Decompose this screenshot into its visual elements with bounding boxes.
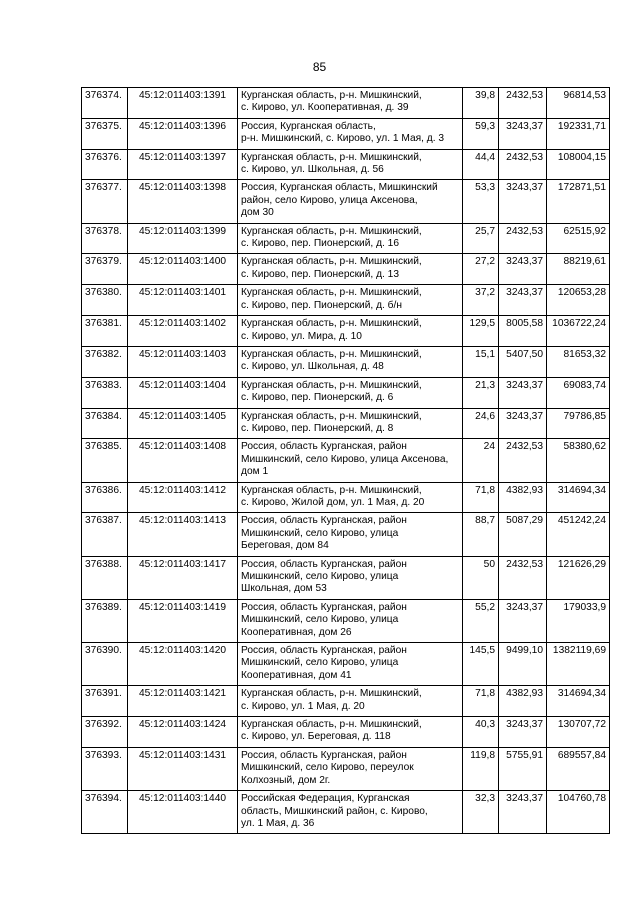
table-row [82, 346, 610, 377]
cadastral-value-cell: 121626,29 [547, 556, 610, 599]
address-line: Мишкинский, село Кирово, улица [241, 614, 399, 626]
area-cell: 71,8 [463, 686, 499, 717]
row-number-cell: 376376. [82, 149, 128, 180]
specific-value-cell: 5407,50 [499, 346, 547, 377]
area-cell: 71,8 [463, 482, 499, 513]
address-line: Курганская область, р-н. Мишкинский, [241, 410, 422, 422]
specific-value-cell: 3243,37 [499, 180, 547, 223]
area-cell: 27,2 [463, 254, 499, 285]
table-row [82, 791, 610, 834]
address-cell [238, 643, 463, 686]
specific-value-cell: 4382,93 [499, 686, 547, 717]
address-line: Береговая, дом 84 [241, 540, 329, 552]
specific-value-cell: 3243,37 [499, 254, 547, 285]
table-row [82, 747, 610, 790]
cadastral-value-cell: 79786,85 [547, 408, 610, 439]
specific-value-cell: 8005,58 [499, 316, 547, 347]
address-line: с. Кирово, ул. Мира, д. 10 [241, 330, 362, 342]
cadastral-number-cell: 45:12:011403:1424 [128, 717, 238, 748]
area-cell: 50 [463, 556, 499, 599]
address-line: дом 1 [241, 466, 269, 478]
address-line: Россия, область Курганская, район [241, 558, 407, 570]
address-cell [238, 316, 463, 347]
cadastral-number-cell: 45:12:011403:1421 [128, 686, 238, 717]
cadastral-number-cell: 45:12:011403:1402 [128, 316, 238, 347]
cadastral-value-cell: 192331,71 [547, 118, 610, 149]
table-row [82, 717, 610, 748]
address-line: с. Кирово, пер. Пионерский, д. 16 [241, 238, 400, 250]
table-row [82, 439, 610, 482]
table-row [82, 599, 610, 642]
address-cell [238, 149, 463, 180]
area-cell: 24 [463, 439, 499, 482]
cadastral-value-cell: 69083,74 [547, 377, 610, 408]
cadastral-number-cell: 45:12:011403:1401 [128, 285, 238, 316]
cadastral-value-cell: 58380,62 [547, 439, 610, 482]
area-cell: 119,8 [463, 747, 499, 790]
address-line: ул. 1 Мая, д. 36 [241, 817, 315, 829]
area-cell: 59,3 [463, 118, 499, 149]
cadastral-number-cell: 45:12:011403:1398 [128, 180, 238, 223]
table-row [82, 88, 610, 119]
table-row [82, 482, 610, 513]
address-line: Россия, область Курганская, район [241, 645, 407, 657]
table-row [82, 513, 610, 556]
address-line: Курганская область, р-н. Мишкинский, [241, 318, 422, 330]
address-line: Мишкинский, село Кирово, улица [241, 657, 399, 669]
address-line: Мишкинский, село Кирово, переулок [241, 762, 414, 774]
address-line: Курганская область, р-н. Мишкинский, [241, 379, 422, 391]
specific-value-cell: 4382,93 [499, 482, 547, 513]
table-row [82, 408, 610, 439]
address-line: с. Кирово, ул. Кооперативная, д. 39 [241, 102, 409, 114]
address-line: Курганская область, р-н. Мишкинский, [241, 151, 422, 163]
cadastral-value-cell: 1036722,24 [547, 316, 610, 347]
table-row [82, 118, 610, 149]
row-number-cell: 376382. [82, 346, 128, 377]
area-cell: 40,3 [463, 717, 499, 748]
cadastral-number-cell: 45:12:011403:1404 [128, 377, 238, 408]
address-line: с. Кирово, пер. Пионерский, д. 8 [241, 422, 394, 434]
cadastral-number-cell: 45:12:011403:1403 [128, 346, 238, 377]
row-number-cell: 376391. [82, 686, 128, 717]
address-line: Российская Федерация, Курганская [241, 793, 410, 805]
table-row [82, 180, 610, 223]
specific-value-cell: 9499,10 [499, 643, 547, 686]
address-line: с. Кирово, пер. Пионерский, д. б/н [241, 299, 402, 311]
address-line: Россия, Курганская область, [241, 120, 376, 132]
address-cell [238, 285, 463, 316]
address-line: Кооперативная, дом 26 [241, 626, 352, 638]
row-number-cell: 376378. [82, 223, 128, 254]
cadastral-value-cell: 314694,34 [547, 482, 610, 513]
page-number: 85 [312, 60, 327, 74]
address-cell [238, 223, 463, 254]
cadastral-number-cell: 45:12:011403:1440 [128, 791, 238, 834]
row-number-cell: 376394. [82, 791, 128, 834]
cadastral-value-table [81, 87, 610, 834]
cadastral-value-cell: 88219,61 [547, 254, 610, 285]
area-cell: 88,7 [463, 513, 499, 556]
specific-value-cell: 2432,53 [499, 439, 547, 482]
address-cell [238, 118, 463, 149]
row-number-cell: 376381. [82, 316, 128, 347]
area-cell: 129,5 [463, 316, 499, 347]
cadastral-value-cell: 120653,28 [547, 285, 610, 316]
specific-value-cell: 3243,37 [499, 717, 547, 748]
row-number-cell: 376386. [82, 482, 128, 513]
address-cell [238, 717, 463, 748]
address-cell [238, 482, 463, 513]
table-row [82, 643, 610, 686]
row-number-cell: 376388. [82, 556, 128, 599]
address-cell [238, 346, 463, 377]
cadastral-value-cell: 172871,51 [547, 180, 610, 223]
address-line: Россия, область Курганская, район [241, 515, 407, 527]
address-line: Курганская область, р-н. Мишкинский, [241, 287, 422, 299]
cadastral-value-cell: 81653,32 [547, 346, 610, 377]
specific-value-cell: 5755,91 [499, 747, 547, 790]
row-number-cell: 376380. [82, 285, 128, 316]
address-line: Курганская область, р-н. Мишкинский, [241, 225, 422, 237]
row-number-cell: 376392. [82, 717, 128, 748]
row-number-cell: 376375. [82, 118, 128, 149]
address-cell [238, 254, 463, 285]
specific-value-cell: 2432,53 [499, 556, 547, 599]
area-cell: 15,1 [463, 346, 499, 377]
area-cell: 53,3 [463, 180, 499, 223]
cadastral-value-cell: 1382119,69 [547, 643, 610, 686]
address-line: Курганская область, р-н. Мишкинский, [241, 256, 422, 268]
row-number-cell: 376384. [82, 408, 128, 439]
specific-value-cell: 3243,37 [499, 377, 547, 408]
cadastral-value-cell: 179033,9 [547, 599, 610, 642]
address-line: Курганская область, р-н. Мишкинский, [241, 688, 422, 700]
cadastral-number-cell: 45:12:011403:1420 [128, 643, 238, 686]
specific-value-cell: 2432,53 [499, 223, 547, 254]
table-row [82, 223, 610, 254]
row-number-cell: 376377. [82, 180, 128, 223]
row-number-cell: 376389. [82, 599, 128, 642]
address-line: с. Кирово, пер. Пионерский, д. 6 [241, 392, 394, 404]
table-body [82, 88, 610, 834]
table-row [82, 254, 610, 285]
specific-value-cell: 3243,37 [499, 408, 547, 439]
row-number-cell: 376374. [82, 88, 128, 119]
address-line: Мишкинский, село Кирово, улица Аксенова, [241, 453, 449, 465]
specific-value-cell: 3243,37 [499, 285, 547, 316]
area-cell: 37,2 [463, 285, 499, 316]
area-cell: 24,6 [463, 408, 499, 439]
area-cell: 32,3 [463, 791, 499, 834]
address-line: Колхозный, дом 2г. [241, 774, 331, 786]
area-cell: 39,8 [463, 88, 499, 119]
cadastral-value-cell: 104760,78 [547, 791, 610, 834]
cadastral-number-cell: 45:12:011403:1396 [128, 118, 238, 149]
cadastral-value-cell: 108004,15 [547, 149, 610, 180]
cadastral-number-cell: 45:12:011403:1419 [128, 599, 238, 642]
address-cell [238, 377, 463, 408]
specific-value-cell: 3243,37 [499, 599, 547, 642]
table-row [82, 556, 610, 599]
cadastral-value-cell: 96814,53 [547, 88, 610, 119]
specific-value-cell: 2432,53 [499, 88, 547, 119]
address-cell [238, 791, 463, 834]
address-line: с. Кирово, Жилой дом, ул. 1 Мая, д. 20 [241, 496, 425, 508]
row-number-cell: 376393. [82, 747, 128, 790]
address-line: Курганская область, р-н. Мишкинский, [241, 348, 422, 360]
table-row [82, 686, 610, 717]
address-line: Курганская область, р-н. Мишкинский, [241, 90, 422, 101]
area-cell: 145,5 [463, 643, 499, 686]
address-cell [238, 439, 463, 482]
row-number-cell: 376390. [82, 643, 128, 686]
address-cell [238, 513, 463, 556]
cadastral-value-cell: 451242,24 [547, 513, 610, 556]
cadastral-value-cell: 314694,34 [547, 686, 610, 717]
cadastral-number-cell: 45:12:011403:1405 [128, 408, 238, 439]
cadastral-number-cell: 45:12:011403:1431 [128, 747, 238, 790]
area-cell: 25,7 [463, 223, 499, 254]
address-cell [238, 747, 463, 790]
address-line: Россия, область Курганская, район [241, 749, 407, 761]
address-line: район, село Кирово, улица Аксенова, [241, 194, 418, 206]
cadastral-number-cell: 45:12:011403:1417 [128, 556, 238, 599]
address-cell [238, 180, 463, 223]
address-cell [238, 88, 463, 119]
row-number-cell: 376379. [82, 254, 128, 285]
address-line: р-н. Мишкинский, с. Кирово, ул. 1 Мая, д. 3 [241, 133, 445, 145]
table-row [82, 285, 610, 316]
area-cell: 21,3 [463, 377, 499, 408]
address-cell [238, 599, 463, 642]
address-line: Кооперативная, дом 41 [241, 669, 352, 681]
table-row [82, 316, 610, 347]
cadastral-number-cell: 45:12:011403:1397 [128, 149, 238, 180]
specific-value-cell: 3243,37 [499, 118, 547, 149]
cadastral-number-cell: 45:12:011403:1399 [128, 223, 238, 254]
address-line: Россия, Курганская область, Мишкинский [241, 182, 438, 194]
address-line: с. Кирово, ул. Школьная, д. 56 [241, 164, 384, 176]
row-number-cell: 376387. [82, 513, 128, 556]
area-cell: 55,2 [463, 599, 499, 642]
row-number-cell: 376383. [82, 377, 128, 408]
address-line: с. Кирово, ул. 1 Мая, д. 20 [241, 700, 365, 712]
cadastral-value-cell: 130707,72 [547, 717, 610, 748]
table-row [82, 377, 610, 408]
address-line: Мишкинский, село Кирово, улица [241, 527, 399, 539]
address-line: Курганская область, р-н. Мишкинский, [241, 719, 422, 731]
cadastral-value-cell: 62515,92 [547, 223, 610, 254]
address-cell [238, 408, 463, 439]
address-line: Школьная, дом 53 [241, 583, 327, 595]
cadastral-number-cell: 45:12:011403:1413 [128, 513, 238, 556]
cadastral-number-cell: 45:12:011403:1391 [128, 88, 238, 119]
address-line: дом 30 [241, 207, 274, 219]
table-row [82, 149, 610, 180]
specific-value-cell: 5087,29 [499, 513, 547, 556]
address-line: с. Кирово, ул. Береговая, д. 118 [241, 731, 391, 743]
address-cell [238, 686, 463, 717]
address-line: область, Мишкинский район, с. Кирово, [241, 805, 428, 817]
address-line: с. Кирово, пер. Пионерский, д. 13 [241, 268, 400, 280]
specific-value-cell: 2432,53 [499, 149, 547, 180]
address-line: Курганская область, р-н. Мишкинский, [241, 484, 422, 496]
address-line: с. Кирово, ул. Школьная, д. 48 [241, 361, 384, 373]
address-line: Мишкинский, село Кирово, улица [241, 571, 399, 582]
area-cell: 44,4 [463, 149, 499, 180]
address-line: Россия, область Курганская, район [241, 601, 407, 613]
cadastral-value-cell: 689557,84 [547, 747, 610, 790]
cadastral-number-cell: 45:12:011403:1400 [128, 254, 238, 285]
specific-value-cell: 3243,37 [499, 791, 547, 834]
address-line: Россия, область Курганская, район [241, 441, 407, 453]
cadastral-number-cell: 45:12:011403:1412 [128, 482, 238, 513]
cadastral-number-cell: 45:12:011403:1408 [128, 439, 238, 482]
address-cell [238, 556, 463, 599]
row-number-cell: 376385. [82, 439, 128, 482]
